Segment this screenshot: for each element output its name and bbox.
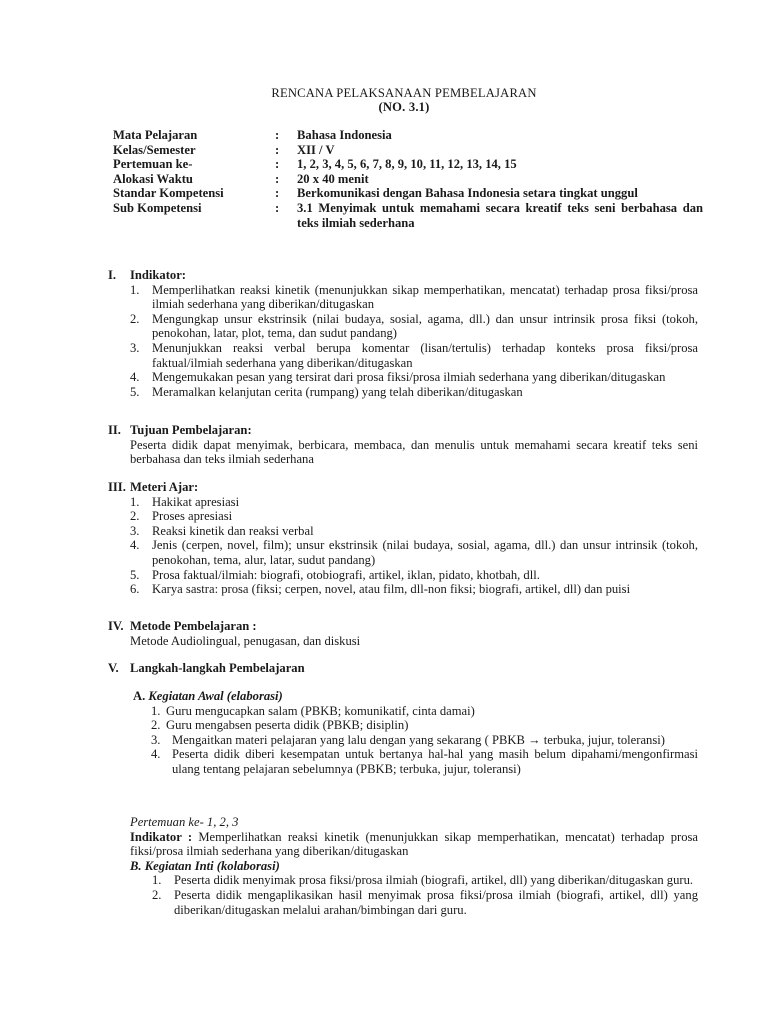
list-item	[108, 312, 698, 341]
document-number: (NO. 3.1)	[378, 100, 430, 114]
list-number: 3.	[151, 732, 161, 747]
list-number: 4.	[130, 370, 140, 385]
list-number: 5.	[130, 384, 140, 399]
section-heading	[108, 619, 698, 634]
identity-table	[113, 128, 703, 230]
section-heading	[108, 480, 698, 495]
indicator-text: Memperlihatkan reaksi kinetik (menunjukkan sikap memperhatikan, mencatat) terhadap prosa fiksi/prosa ilmiah sederhana yang diberikan/ditugaskan	[130, 829, 698, 859]
list-item	[108, 385, 698, 400]
list-text: Proses apresiasi	[152, 509, 233, 524]
list-item	[108, 568, 698, 583]
identity-colon: :	[275, 128, 280, 142]
meeting-indicator	[130, 830, 698, 859]
section-indikator	[108, 268, 698, 399]
identity-colon: :	[275, 157, 280, 172]
identity-label: Sub Kompetensi	[113, 200, 202, 215]
pertemuan-block	[130, 815, 698, 917]
list-number: 2.	[151, 718, 161, 733]
identity-label: Pertemuan ke-	[113, 157, 193, 172]
list-item	[108, 341, 698, 370]
list-number: 1.	[152, 873, 162, 888]
identity-colon: :	[275, 200, 280, 215]
subsection-title: Kegiatan Inti (kolaborasi)	[144, 858, 280, 873]
section-title: Metode Pembelajaran :	[130, 619, 257, 633]
list-text: Peserta didik mengaplikasikan hasil menyimak prosa fiksi/prosa ilmiah (biografi, artikel, dll) yang diberikan/ditugaskan melalui arahan/bimbingan dari guru.	[174, 887, 698, 917]
identity-label: Mata Pelajaran	[113, 128, 198, 142]
subsection-heading	[130, 859, 698, 874]
identity-value: Bahasa Indonesia	[297, 128, 392, 142]
identity-row	[113, 143, 703, 158]
list-number: 4.	[130, 538, 140, 553]
list-text: Hakikat apresiasi	[152, 494, 240, 509]
indicator-label: Indikator :	[130, 829, 193, 844]
meeting-label: Pertemuan ke- 1, 2, 3	[130, 815, 239, 829]
list-number: 6.	[130, 582, 140, 597]
section-paragraph: Metode Audiolingual, penugasan, dan diskusi	[130, 633, 361, 648]
section-metode	[108, 619, 698, 648]
section-heading	[108, 661, 698, 676]
list-item	[20, 704, 698, 719]
list-number: 2.	[152, 887, 162, 902]
list-text: Guru mengabsen peserta didik (PBKB; disiplin)	[166, 718, 409, 733]
section-langkah	[108, 661, 698, 676]
section-paragraph: Peserta didik dapat menyimak, berbicara, membaca, dan menulis untuk memahami secara kreatif teks seni berbahasa dan teks ilmiah sederhana	[130, 437, 698, 467]
list-item	[20, 733, 698, 748]
document-title: RENCANA PELAKSANAAN PEMBELAJARAN	[271, 86, 537, 100]
list-text: Reaksi kinetik dan reaksi verbal	[152, 523, 314, 538]
section-title: Indikator:	[130, 268, 186, 282]
identity-label: Kelas/Semester	[113, 142, 196, 157]
list-item	[108, 538, 698, 567]
identity-row	[113, 157, 703, 172]
list-item	[130, 873, 698, 888]
section-materi	[108, 480, 698, 597]
section-number: I.	[108, 268, 117, 282]
list-item	[20, 747, 698, 776]
list-number: 1.	[130, 494, 140, 509]
section-number: II.	[108, 423, 121, 437]
identity-colon: :	[275, 171, 280, 186]
kegiatan-inti-list	[130, 873, 698, 917]
list-text: Peserta didik diberi kesempatan untuk bertanya hal-hal yang masih belum dipahami/mengonfirmasi ulang tentang pelajaran sebelumnya (PBKB; terbuka, jujur, toleransi)	[172, 747, 698, 776]
list-number: 5.	[130, 567, 140, 582]
section-number: III.	[108, 480, 126, 494]
section-heading	[108, 268, 698, 283]
list-number: 1.	[151, 703, 161, 718]
identity-row	[113, 201, 703, 230]
list-text: Prosa faktual/ilmiah: biografi, otobiografi, artikel, iklan, pidato, khotbah, dll.	[152, 567, 540, 582]
identity-value: 1, 2, 3, 4, 5, 6, 7, 8, 9, 10, 11, 12, 13, 14, 15	[297, 157, 517, 172]
section-title: Tujuan Pembelajaran:	[130, 423, 252, 437]
identity-label: Standar Kompetensi	[113, 186, 224, 201]
list-item	[108, 495, 698, 510]
list-text: Memperlihatkan reaksi kinetik (menunjukkan sikap memperhatikan, mencatat) terhadap prosa fiksi/prosa ilmiah sederhana yang diberikan/ditugaskan	[152, 282, 698, 312]
materi-list	[108, 495, 698, 597]
list-item	[108, 582, 698, 597]
identity-value: Berkomunikasi dengan Bahasa Indonesia setara tingkat unggul	[297, 186, 638, 201]
list-text: Peserta didik menyimak prosa fiksi/prosa ilmiah (biografi, artikel, dll) yang diberikan/ditugaskan guru.	[174, 873, 694, 888]
list-text: Jenis (cerpen, novel, film); unsur ekstrinsik (nilai budaya, sosial, agama, dll.) dan unsur intrinsik (tokoh, penokohan, tema, alur, latar, sudut pandang)	[152, 538, 698, 567]
section-title: Langkah-langkah Pembelajaran	[130, 661, 305, 675]
list-item	[108, 283, 698, 312]
list-item	[108, 524, 698, 539]
list-item	[20, 718, 698, 733]
list-item	[108, 509, 698, 524]
list-number: 3.	[130, 340, 140, 355]
kegiatan-awal	[133, 689, 698, 777]
identity-row	[113, 172, 703, 187]
list-text: Guru mengucapkan salam (PBKB; komunikatif, cinta damai)	[166, 703, 475, 718]
identity-label: Alokasi Waktu	[113, 171, 193, 186]
section-number: V.	[108, 661, 119, 675]
kegiatan-awal-list	[20, 704, 698, 777]
identity-colon: :	[275, 142, 280, 157]
list-text: Karya sastra: prosa (fiksi; cerpen, novel, atau film, dll-non fiksi; biografi, artikel, dll) dan puisi	[152, 582, 631, 597]
list-text: Mengaitkan materi pelajaran yang lalu dengan yang sekarang ( PBKB → terbuka, jujur, toleransi)	[172, 732, 665, 747]
list-number: 3.	[130, 523, 140, 538]
identity-row	[113, 186, 703, 201]
subsection-letter: B.	[130, 858, 142, 873]
identity-row	[113, 128, 703, 143]
identity-value: 3.1 Menyimak untuk memahami secara kreatif teks seni berbahasa dan teks ilmiah sederhana	[297, 200, 703, 230]
identity-value: 20 x 40 menit	[297, 171, 369, 186]
subsection-letter: A.	[133, 689, 146, 703]
section-number: IV.	[108, 619, 124, 633]
section-title: Meteri Ajar:	[130, 480, 199, 494]
section-tujuan	[108, 423, 698, 467]
list-item	[130, 888, 698, 917]
subsection-title: Kegiatan Awal (elaborasi)	[148, 689, 283, 703]
identity-colon: :	[275, 186, 280, 201]
list-number: 4.	[151, 747, 161, 762]
section-heading	[108, 423, 698, 438]
indicator-list	[108, 283, 698, 400]
identity-value: XII / V	[297, 142, 335, 157]
subsection-heading	[133, 689, 698, 704]
list-number: 2.	[130, 311, 140, 326]
list-number: 2.	[130, 509, 140, 524]
list-text: Menunjukkan reaksi verbal berupa komentar (lisan/tertulis) terhadap konteks prosa fiksi/prosa faktual/ilmiah sederhana yang diberikan/ditugaskan	[152, 340, 698, 370]
list-text: Mengungkap unsur ekstrinsik (nilai budaya, sosial, agama, dll.) dan unsur intrinsik prosa fiksi (tokoh, penokohan, latar, plot, tema, dan sudut pandang)	[152, 311, 698, 341]
list-text: Meramalkan kelanjutan cerita (rumpang) yang telah diberikan/ditugaskan	[152, 384, 523, 399]
list-number: 1.	[130, 282, 140, 297]
list-item	[108, 370, 698, 385]
list-text: Mengemukakan pesan yang tersirat dari prosa fiksi/prosa ilmiah sederhana yang diberikan/ditugaskan	[152, 370, 666, 385]
